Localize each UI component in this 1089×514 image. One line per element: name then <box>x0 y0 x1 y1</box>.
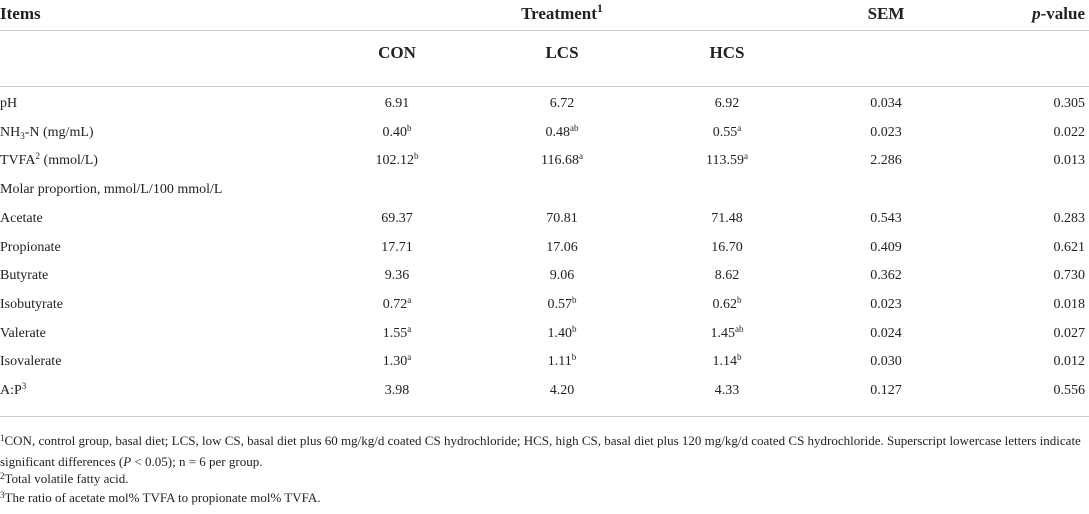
cell-con: 1.30$^a$ <box>382 352 412 369</box>
header-con: CON <box>378 43 416 62</box>
row-label: Acetate <box>0 211 43 226</box>
cell-sem: 0.543 <box>870 211 902 226</box>
footnote-3: $^3$The ratio of acetate mol% TVFA to propionate mol% TVFA. <box>0 490 321 505</box>
cell-p-value: 0.305 <box>1053 96 1085 111</box>
cell-lcs: 0.57$^b$ <box>547 295 577 312</box>
cell-lcs: 17.06 <box>546 240 578 255</box>
cell-lcs: 1.40$^b$ <box>547 324 577 341</box>
cell-con: 17.71 <box>381 240 413 255</box>
cell-lcs: 1.11$^b$ <box>547 352 577 369</box>
cell-con: 0.72$^a$ <box>382 295 412 312</box>
row-label: pH <box>0 96 18 111</box>
cell-hcs: 4.33 <box>714 383 740 398</box>
header-sem: SEM <box>867 4 905 23</box>
cell-con: 9.36 <box>384 268 410 283</box>
treatment-rule <box>362 31 772 32</box>
footnote-2: $^2$Total volatile fatty acid. <box>0 471 129 486</box>
cell-lcs: 70.81 <box>546 211 578 226</box>
cell-hcs: 0.62$^b$ <box>712 295 742 312</box>
cell-hcs: 1.14$^b$ <box>712 352 742 369</box>
cell-sem: 0.362 <box>870 268 902 283</box>
cell-sem: 0.030 <box>870 354 902 369</box>
cell-lcs: 9.06 <box>549 268 575 283</box>
cell-hcs: 71.48 <box>711 211 743 226</box>
cell-lcs: 0.48$^{ab}$ <box>545 123 579 140</box>
header-rule <box>0 86 1089 87</box>
cell-hcs: 16.70 <box>711 240 743 255</box>
cell-con: 6.91 <box>384 96 410 111</box>
cell-hcs: 113.59$^a$ <box>706 151 748 168</box>
cell-sem: 0.023 <box>870 125 902 140</box>
cell-sem: 0.023 <box>870 297 902 312</box>
bottom-rule <box>0 416 1089 417</box>
row-label: Isovalerate <box>0 354 62 369</box>
cell-p-value: 0.027 <box>1053 326 1085 341</box>
cell-sem: 0.034 <box>870 96 902 111</box>
cell-sem: 0.024 <box>870 326 902 341</box>
cell-hcs: 0.55$^a$ <box>712 123 742 140</box>
header-p-value: p-value <box>1032 4 1085 23</box>
cell-p-value: 0.013 <box>1053 153 1085 168</box>
cell-hcs: 8.62 <box>714 268 740 283</box>
row-label: Butyrate <box>0 268 49 283</box>
cell-hcs: 1.45$^{ab}$ <box>710 324 744 341</box>
cell-hcs: 6.92 <box>714 96 740 111</box>
cell-p-value: 0.022 <box>1053 125 1085 140</box>
row-label: TVFA$^2$ (mmol/L) <box>0 151 98 168</box>
cell-p-value: 0.018 <box>1053 297 1085 312</box>
row-label: Valerate <box>0 326 46 341</box>
header-treatment: Treatment$^1$ <box>521 1 603 23</box>
cell-p-value: 0.730 <box>1053 268 1085 283</box>
row-label: Molar proportion, mmol/L/100 mmol/L <box>0 182 223 197</box>
cell-p-value: 0.556 <box>1053 383 1085 398</box>
cell-sem: 2.286 <box>870 153 902 168</box>
footnote-1: $^1$CON, control group, basal diet; LCS, low CS, basal diet plus 60 mg/kg/d coated CS hydrochloride; HCS, high CS, basal diet plus 120 mg/kg/d coated CS hydrochloride. Superscript lowercase letters indicate significant differences (P < 0.05); n = 6 per group. <box>0 433 1081 469</box>
row-label: Isobutyrate <box>0 297 63 312</box>
cell-lcs: 4.20 <box>549 383 575 398</box>
cell-con: 69.37 <box>381 211 413 226</box>
cell-lcs: 6.72 <box>549 96 575 111</box>
row-label: Propionate <box>0 240 61 255</box>
cell-lcs: 116.68$^a$ <box>541 151 583 168</box>
cell-sem: 0.409 <box>870 240 902 255</box>
header-items: Items <box>0 4 41 23</box>
cell-con: 0.40$^b$ <box>382 123 412 140</box>
cell-con: 1.55$^a$ <box>382 324 412 341</box>
cell-p-value: 0.012 <box>1053 354 1085 369</box>
row-label: $NH_3-N$ (mg/mL) <box>0 125 94 141</box>
cell-p-value: 0.621 <box>1053 240 1085 255</box>
cell-sem: 0.127 <box>870 383 902 398</box>
header-hcs: HCS <box>709 43 745 62</box>
cell-con: 102.12$^b$ <box>375 151 419 168</box>
row-label: $A:P^3$ <box>0 381 27 398</box>
cell-con: 3.98 <box>384 383 410 398</box>
cell-p-value: 0.283 <box>1053 211 1085 226</box>
header-lcs: LCS <box>545 43 579 62</box>
